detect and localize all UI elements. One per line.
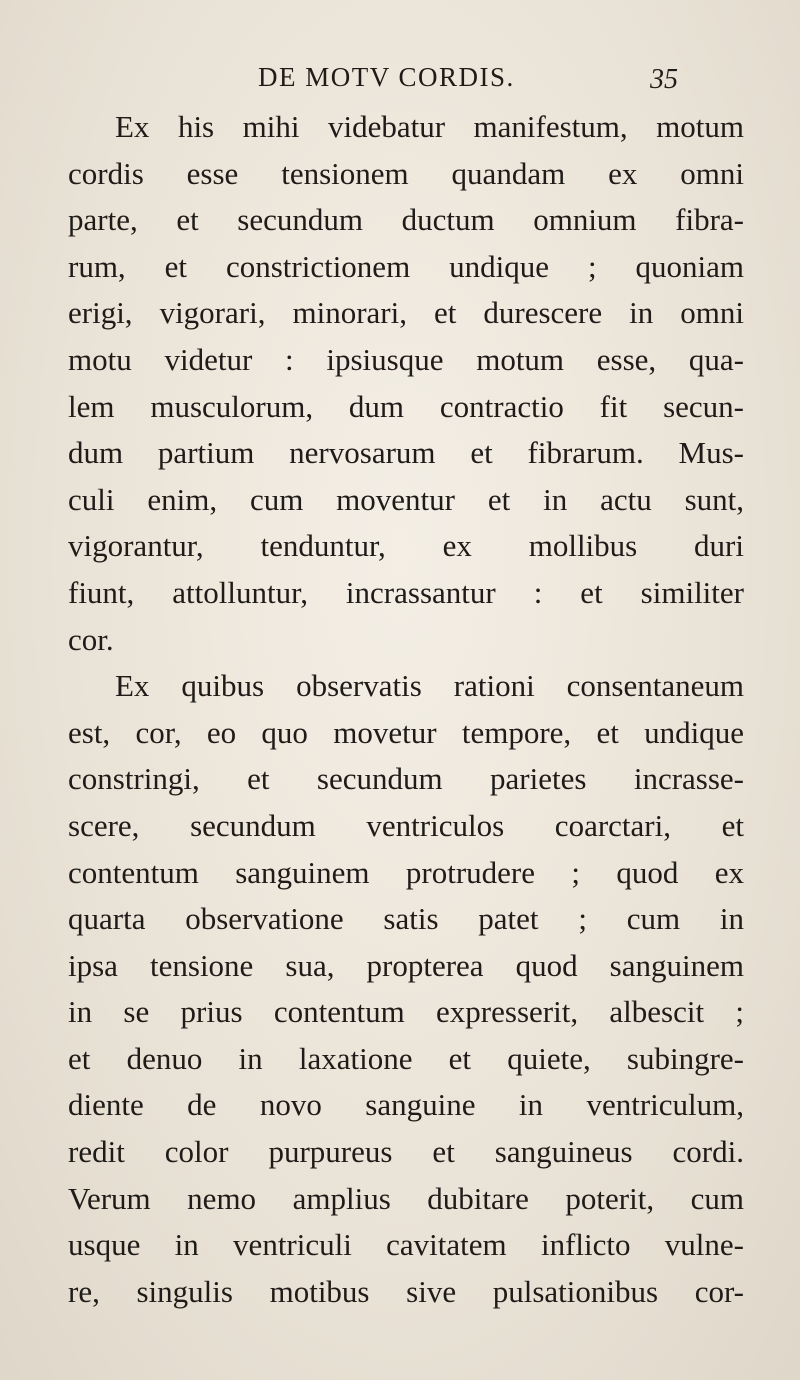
text-line: fiunt, attolluntur, incrassantur : et similiter <box>68 574 744 610</box>
text-line: est, cor, eo quo movetur tempore, et undique <box>68 714 744 750</box>
text-line: constringi, et secundum parietes incrasse- <box>68 761 744 797</box>
text-line: parte, et secundum ductum omnium fibra- <box>68 202 744 238</box>
text-line: erigi, vigorari, minorari, et durescere in omni <box>68 295 744 331</box>
text-line: Verum nemo amplius dubitare poterit, cum <box>68 1180 744 1216</box>
text-line: lem musculorum, dum contractio fit secun- <box>68 388 744 424</box>
text-line: culi enim, cum moventur et in actu sunt, <box>68 481 744 517</box>
text-line: contentum sanguinem protrudere ; quod ex <box>68 854 744 890</box>
text-line: cordis esse tensionem quandam ex omni <box>68 155 744 191</box>
running-head <box>0 62 800 102</box>
text-line: cor. <box>68 621 114 657</box>
text-line: et denuo in laxatione et quiete, subingre- <box>68 1040 744 1076</box>
page-number: 35 <box>650 64 678 95</box>
text-line: Ex quibus observatis rationi consentaneum <box>115 668 744 704</box>
text-line: usque in ventriculi cavitatem inflicto vulne- <box>68 1227 744 1263</box>
text-line: dum partium nervosarum et fibrarum. Mus- <box>68 435 744 471</box>
text-line: quarta observatione satis patet ; cum in <box>68 901 744 937</box>
text-line: rum, et constrictionem undique ; quoniam <box>68 248 744 284</box>
body-text <box>68 104 744 1315</box>
text-line: in se prius contentum expresserit, albescit ; <box>68 994 744 1030</box>
text-line: Ex his mihi videbatur manifestum, motum <box>115 109 744 144</box>
text-line: diente de novo sanguine in ventriculum, <box>68 1087 744 1123</box>
text-line: scere, secundum ventriculos coarctari, et <box>68 807 744 843</box>
text-line: vigorantur, tenduntur, ex mollibus duri <box>68 528 744 564</box>
text-line: motu videtur : ipsiusque motum esse, qua- <box>68 341 744 377</box>
text-line: ipsa tensione sua, propterea quod sanguinem <box>68 947 744 983</box>
text-line: redit color purpureus et sanguineus cordi. <box>68 1134 744 1170</box>
text-line: re, singulis motibus sive pulsationibus cor- <box>68 1273 744 1309</box>
running-title: DE MOTV CORDIS. <box>258 62 515 92</box>
